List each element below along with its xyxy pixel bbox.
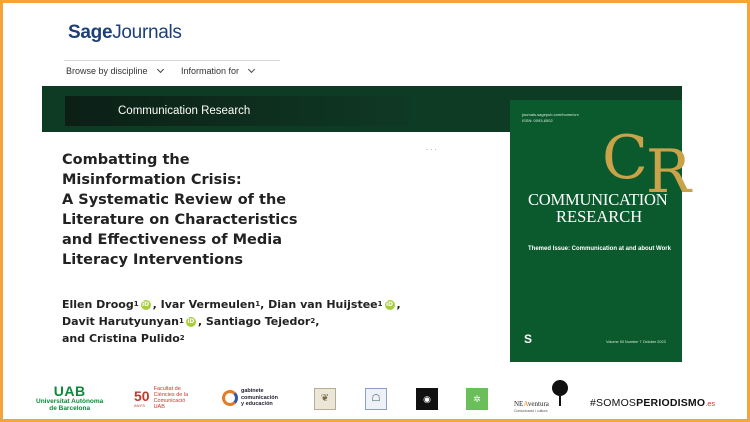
facultat-text: [154, 386, 189, 410]
author-affiliation: 2: [310, 317, 316, 325]
nav-browse-by-discipline[interactable]: [66, 66, 163, 76]
sponsor-footer: [0, 378, 750, 422]
sage-s-icon: S: [524, 332, 533, 346]
chevron-down-icon: [248, 66, 255, 73]
partner-tile-3: [416, 388, 438, 410]
author-affiliation: 1: [133, 300, 139, 308]
orcid-icon[interactable]: iD: [385, 300, 394, 308]
nav-browse-label: Browse by discipline: [66, 66, 148, 76]
partner-tile-2: [365, 388, 387, 410]
monogram-r: R: [645, 137, 684, 207]
sage-journals-logo[interactable]: [68, 22, 182, 44]
head-silhouette-icon: [552, 380, 568, 396]
author-affiliation: 2: [179, 334, 185, 342]
author-line-3: and Cristina Pulido 2: [62, 332, 185, 345]
fifty-sub: ANYS: [134, 402, 145, 408]
author-name[interactable]: Davit Harutyunyan: [62, 315, 179, 328]
partner-tile-1: [314, 388, 336, 410]
monogram-c: C: [602, 123, 640, 193]
nea-tagline: Comunicació i cultura: [514, 409, 548, 413]
author-list: [62, 296, 402, 347]
author-name[interactable]: Ellen Droog: [62, 298, 134, 311]
nea-pre: NE: [514, 400, 524, 408]
facultat-line1: Facultat de: [153, 386, 181, 392]
cover-monogram: [602, 123, 684, 207]
facultat-line3: Comunicació: [153, 398, 186, 404]
author-affiliation: 1: [377, 300, 383, 308]
gabinete-icon: [222, 390, 238, 406]
logo-light: Journals: [112, 22, 182, 43]
header-divider: [64, 60, 280, 61]
author-affiliation: 1: [255, 300, 261, 308]
partner-tile-4: [466, 388, 488, 410]
cover-meta-url: journals.sagepub.com/home/crx: [522, 112, 579, 117]
gabinete-line2: comunicación: [241, 394, 278, 401]
ellipsis-mark: ...: [426, 143, 439, 152]
journal-cover[interactable]: [510, 100, 682, 362]
author-affiliation: 1: [178, 317, 184, 325]
cover-themed-issue: Themed Issue: Communication at and about Work: [528, 246, 671, 252]
nea-post: ventura: [527, 400, 549, 408]
somos-es: .es: [705, 401, 716, 408]
gabinete-line1: gabinete: [241, 388, 264, 394]
somos-periodismo-logo: [590, 397, 715, 409]
uab-sub-2: de Barcelona: [49, 405, 91, 412]
facultat-logo: [134, 386, 188, 410]
author-name[interactable]: Ivar Vermeulen: [160, 298, 256, 311]
nea-a: A: [523, 400, 528, 408]
cover-issue-info: Volume 50 Number 7 October 2023: [606, 340, 666, 344]
somos-part2: PERIODISMO: [636, 397, 706, 409]
facultat-line2: Ciències de la: [153, 392, 189, 398]
logo-bold: Sage: [68, 22, 113, 43]
orcid-icon[interactable]: iD: [187, 317, 195, 325]
seal-icon: ❦: [320, 393, 330, 404]
cover-title-line2: RESEARCH: [556, 207, 643, 226]
author-line-1: Ellen Droog 1 iD , Ivar Vermeulen 1 , Dian van Huijstee 1 iD ,: [62, 298, 401, 311]
facultat-line4: UAB: [153, 404, 165, 410]
somos-part1: SOMOS: [596, 397, 637, 409]
cover-title-line1: COMMUNICATION: [528, 190, 668, 209]
cover-meta-issn: ISSN: 0093-6502: [522, 118, 553, 123]
uab-wordmark: UAB: [53, 383, 86, 399]
author-name[interactable]: Santiago Tejedor: [205, 315, 311, 328]
article-title: Combatting the Misinformation Crisis: A Systematic Review of the Literature on Characteristics and Effectiveness of Media Literacy Interventions: [62, 152, 298, 268]
fifty-years-mark: [134, 389, 150, 408]
somos-hash: #: [590, 397, 597, 409]
chevron-down-icon: [157, 66, 164, 73]
author-line-2: Davit Harutyunyan 1 iD , Santiago Tejedor 2 ,: [62, 315, 320, 328]
head-stem: [559, 396, 561, 406]
uab-logo: [36, 384, 103, 412]
gabinete-line3: y educación: [241, 401, 273, 407]
people-icon: ✲: [473, 394, 481, 404]
nav-information-label: Information for: [181, 66, 240, 76]
author-name[interactable]: Dian van Huijstee: [268, 298, 378, 311]
robot-icon: ☖: [371, 393, 381, 404]
gabinete-logo: [222, 388, 278, 408]
nav-information-for[interactable]: [181, 66, 254, 76]
uab-sub-1: Universitat Autònoma: [36, 398, 104, 405]
nea-label: [514, 400, 549, 408]
cover-meta: [522, 112, 579, 124]
author-name[interactable]: Cristina Pulido: [88, 332, 180, 345]
orcid-icon[interactable]: iD: [142, 300, 150, 308]
mask-icon: ◉: [423, 394, 431, 404]
fifty-number: 50: [134, 387, 150, 404]
gabinete-text: [241, 388, 278, 408]
nea-ventura-logo: [514, 378, 572, 418]
journal-name[interactable]: Communication Research: [118, 105, 251, 117]
